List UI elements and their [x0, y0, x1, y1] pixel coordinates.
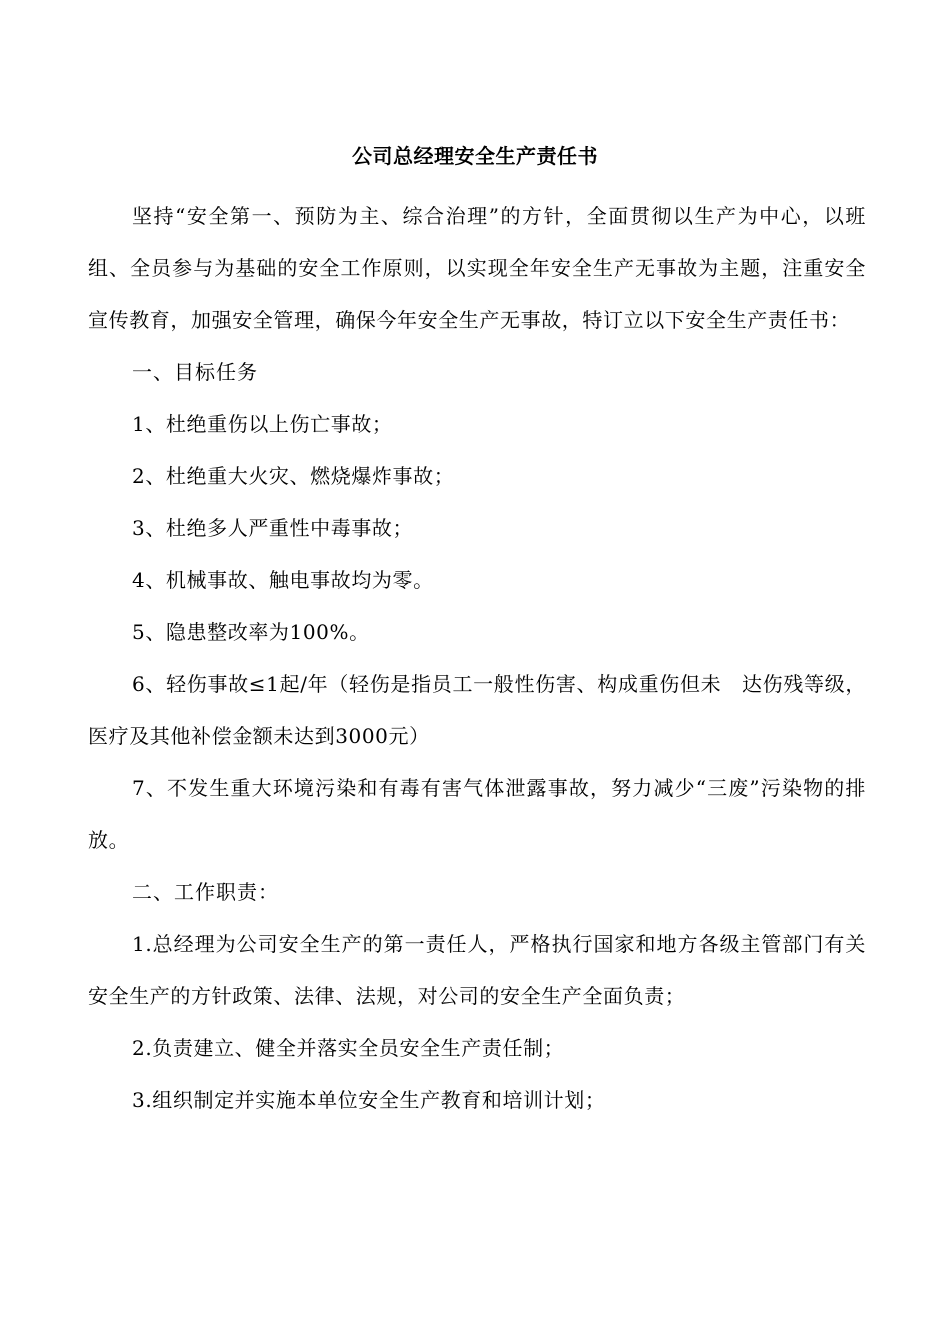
intro-paragraph: 坚持“安全第一、预防为主、综合治理”的方针，全面贯彻以生产为中心，以班组、全员参与为基础的安全工作原则，以实现全年安全生产无事故为主题，注重安全宣传教育，加强安全管理，确保今年安全生产无事故，特订立以下安全生产责任书： [88, 204, 866, 332]
goal-item: 5、隐患整改率为100%。 [132, 620, 370, 644]
section-heading-duties: 二、工作职责： [132, 880, 279, 904]
goal-item: 6、轻伤事故≤1起/年（轻伤是指员工一般性伤害、构成重伤但未 达伤残等级，医疗及其他补偿金额未达到3000元） [88, 672, 866, 748]
document-title: 公司总经理安全生产责任书 [352, 144, 598, 168]
goal-item: 3、杜绝多人严重性中毒事故； [132, 516, 414, 540]
section-heading-goals: 一、目标任务 [132, 360, 258, 384]
goal-item: 2、杜绝重大火灾、燃烧爆炸事故； [132, 464, 455, 488]
document-body [88, 190, 866, 1126]
duty-item: 3.组织制定并实施本单位安全生产教育和培训计划； [132, 1088, 606, 1112]
goal-item: 4、机械事故、触电事故均为零。 [132, 568, 434, 592]
goal-item: 1、杜绝重伤以上伤亡事故； [132, 412, 393, 436]
duty-item: 1.总经理为公司安全生产的第一责任人，严格执行国家和地方各级主管部门有关安全生产的方针政策、法律、法规，对公司的安全生产全面负责； [88, 932, 866, 1008]
duty-item: 2.负责建立、健全并落实全员安全生产责任制； [132, 1036, 565, 1060]
goal-item: 7、不发生重大环境污染和有毒有害气体泄露事故，努力减少“三废”污染物的排放。 [88, 776, 866, 852]
